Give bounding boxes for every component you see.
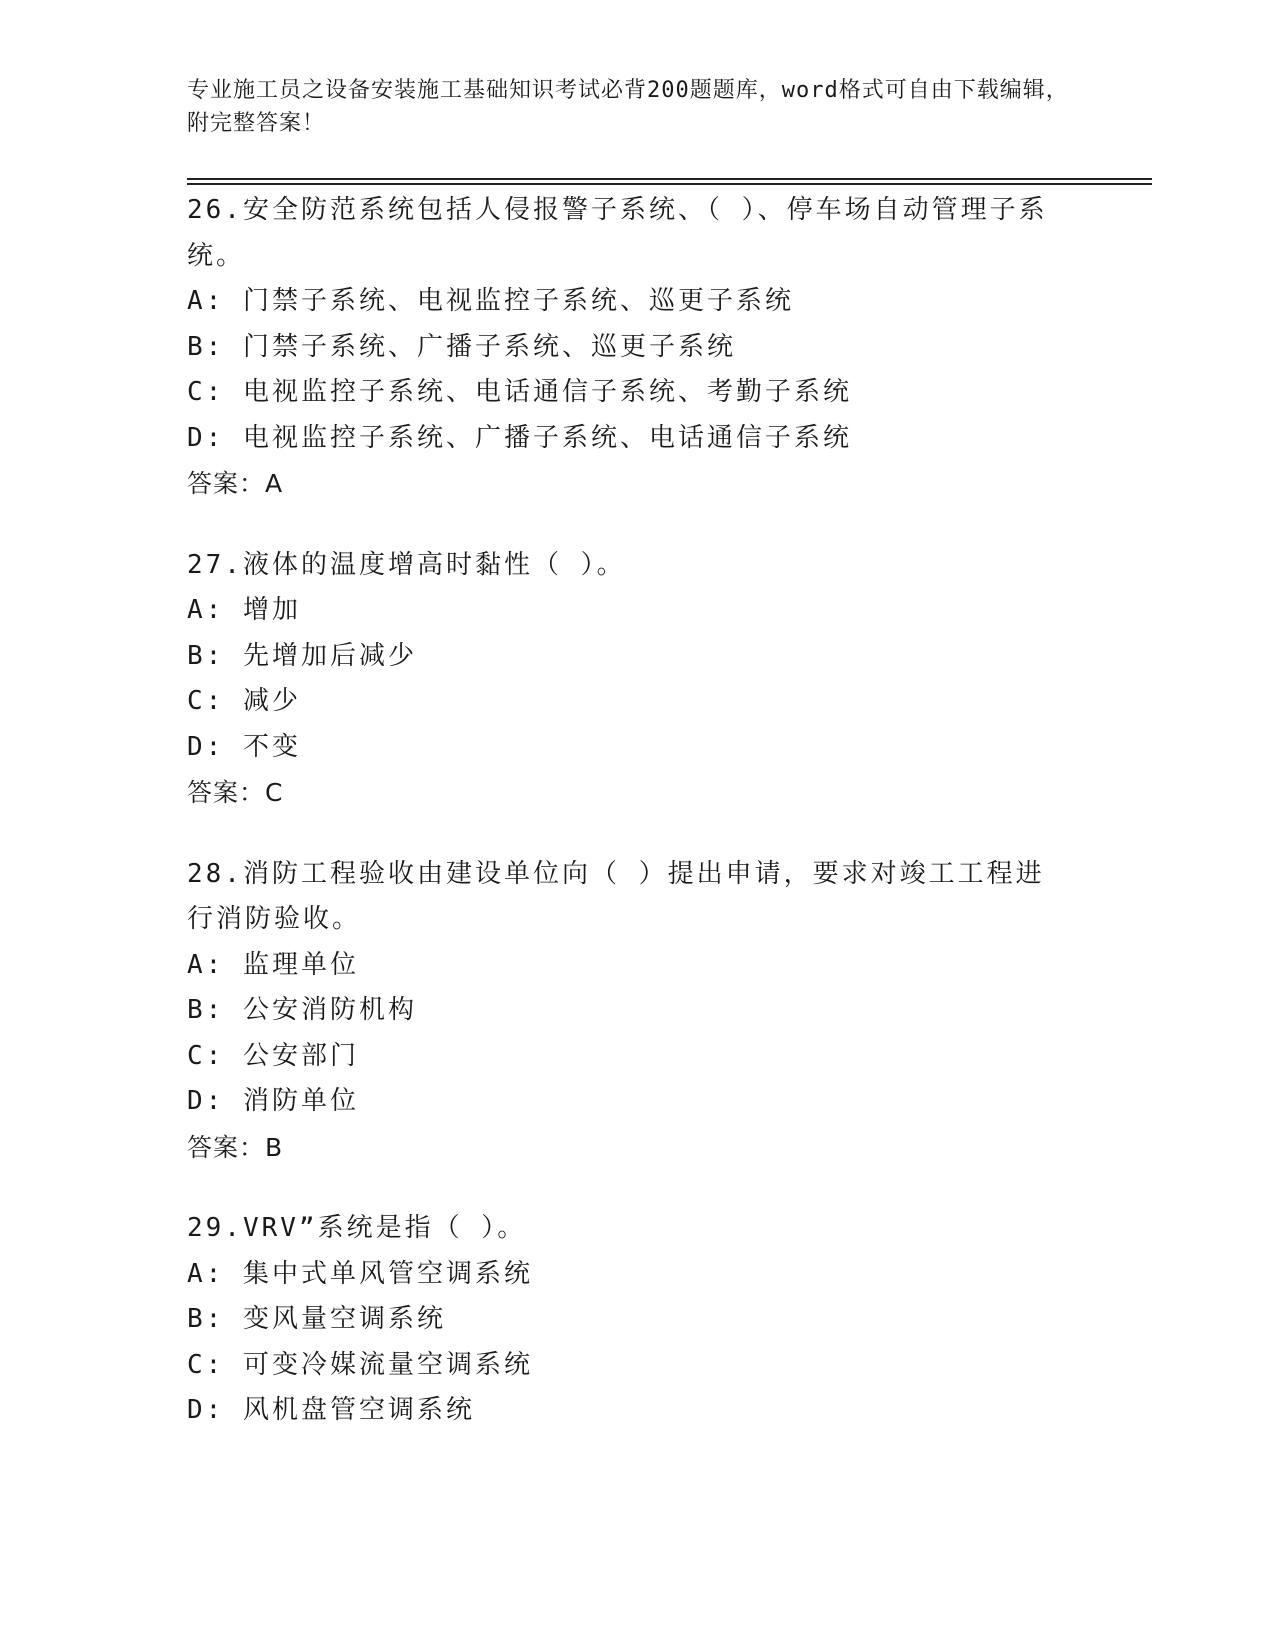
question-stem: 26.安全防范系统包括人侵报警子系统、（ ）、停车场自动管理子系统。 (187, 195, 1048, 271)
question-26 (187, 188, 1067, 507)
option-b: B: 门禁子系统、广播子系统、巡更子系统 (187, 331, 736, 362)
answer-line: 答案：B (187, 1132, 284, 1162)
option-a: A: 监理单位 (187, 949, 359, 980)
option-c: C: 公安部门 (187, 1040, 359, 1071)
option-a: A: 集中式单风管空调系统 (187, 1258, 533, 1289)
option-c: C: 减少 (187, 686, 301, 716)
answer-line: 答案：C (187, 778, 284, 807)
question-29 (187, 1206, 1067, 1434)
option-c: C: 可变冷媒流量空调系统 (187, 1349, 533, 1380)
header-divider-bottom (187, 183, 1152, 185)
question-27 (187, 543, 1067, 816)
option-c: C: 电视监控子系统、电话通信子系统、考勤子系统 (187, 377, 852, 407)
question-list (187, 188, 1067, 1470)
question-stem: 29.VRV”系统是指（ ）。 (187, 1213, 527, 1243)
answer-line: 答案：A (187, 469, 284, 498)
option-b: B: 先增加后减少 (187, 640, 417, 671)
option-b: B: 变风量空调系统 (187, 1304, 446, 1334)
option-a: A: 增加 (187, 595, 301, 625)
question-stem: 27.液体的温度增高时黏性（ ）。 (187, 549, 626, 580)
question-stem: 28.消防工程验收由建设单位向（ ）提出申请，要求对竣工工程进行消防验收。 (187, 858, 1045, 934)
option-d: D: 电视监控子系统、广播子系统、电话通信子系统 (187, 422, 852, 453)
document-title: 专业施工员之设备安装施工基础知识考试必背200题题库，word格式可自由下载编辑，附完整答案！ (187, 78, 1069, 136)
option-b: B: 公安消防机构 (187, 995, 417, 1025)
question-28 (187, 852, 1067, 1171)
option-a: A: 门禁子系统、电视监控子系统、巡更子系统 (187, 286, 794, 316)
option-d: D: 消防单位 (187, 1086, 359, 1116)
option-d: D: 不变 (187, 731, 301, 762)
header-divider-top (187, 178, 1152, 180)
document-header (187, 74, 1087, 140)
option-d: D: 风机盘管空调系统 (187, 1395, 475, 1425)
